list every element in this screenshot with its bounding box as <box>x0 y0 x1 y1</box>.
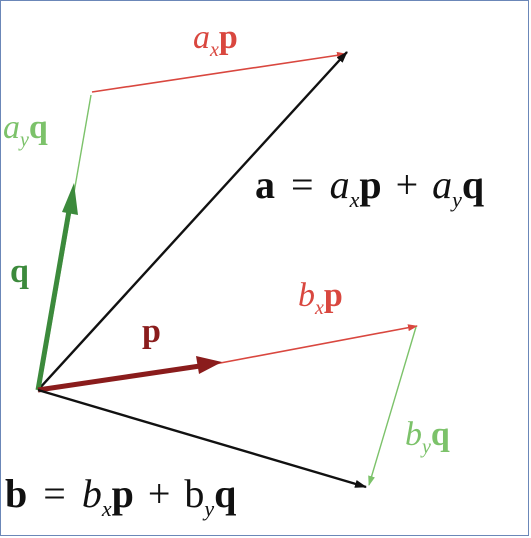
label-ay-q: $a_yq$ <box>3 109 48 151</box>
a-vector <box>38 52 347 390</box>
by-q-vector <box>369 327 416 485</box>
p-arrowhead <box>196 356 222 374</box>
label-p: p <box>142 313 161 350</box>
ax-p-vector <box>92 54 346 92</box>
p-vector <box>38 366 200 390</box>
equation-b: b = $b_xp$ + $b_yq$ <box>5 471 237 521</box>
equation-a: a = $a_xp$ + $a_yq$ <box>255 162 485 212</box>
bx-p-vector <box>215 326 417 364</box>
q-arrowhead <box>62 183 78 215</box>
label-bx-p: $b_xp$ <box>298 277 343 319</box>
label-by-q: $b_yq$ <box>405 416 450 458</box>
q-vector <box>38 205 70 390</box>
label-ax-p: $a_xp$ <box>193 19 238 61</box>
label-q: q <box>10 253 29 290</box>
